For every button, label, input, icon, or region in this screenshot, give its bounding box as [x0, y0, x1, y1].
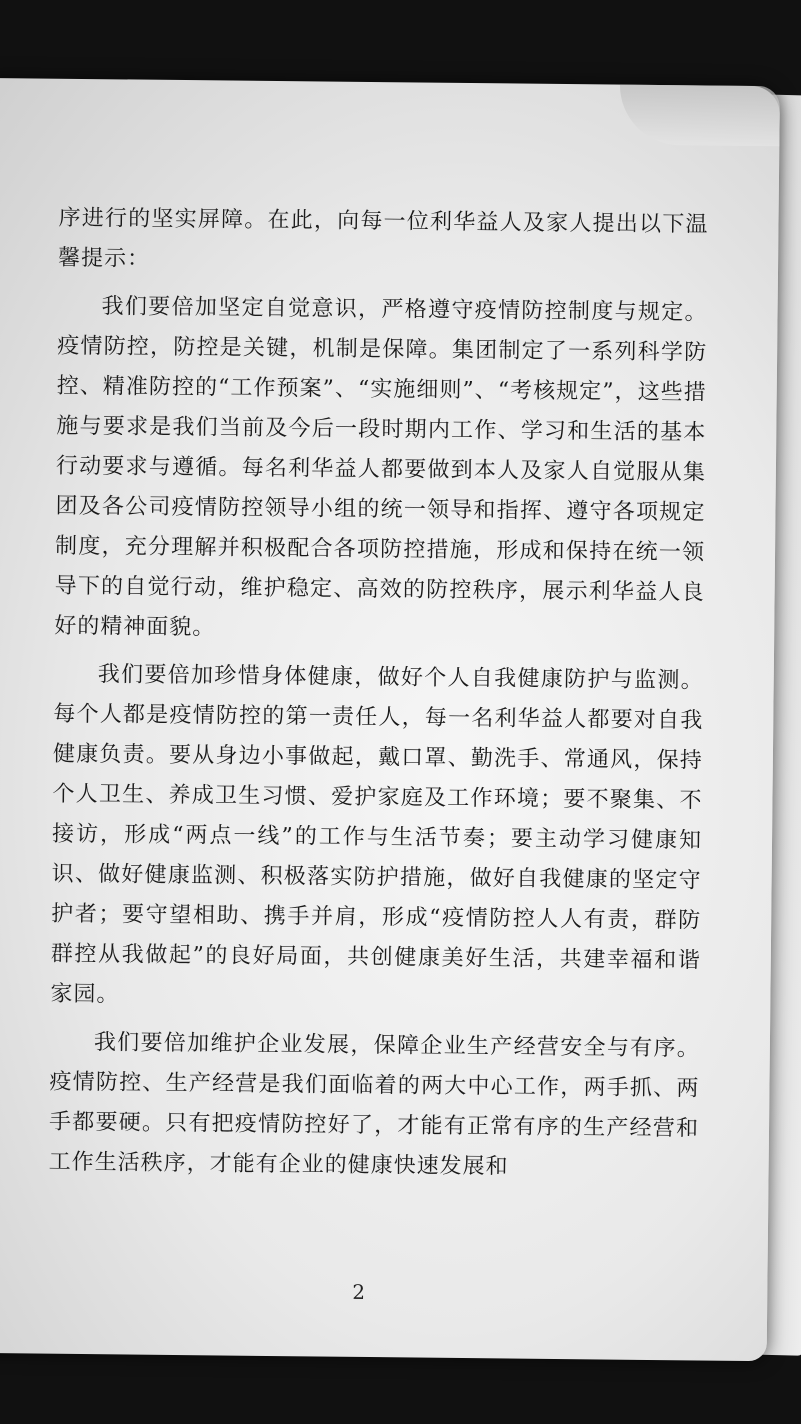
page-number: 2 [352, 1279, 366, 1304]
paragraph-enterprise: 我们要倍加维护企业发展，保障企业生产经营安全与有序。疫情防控、生产经营是我们面临着的两大中心工作，两手抓、两手都要硬。只有把疫情防控好了，才能有正常有序的生产经营和工作生活秩序，才能有企业的健康快速发展和 [48, 1030, 701, 1180]
body-text [48, 199, 708, 1198]
page-curl-shadow [619, 85, 780, 147]
paragraph-discipline: 我们要倍加坚定自觉意识，严格遵守疫情防控制度与规定。疫情防控，防控是关键，机制是保障。集团制定了一系列科学防控、精准防控的“工作预案”、“实施细则”、“考核规定”，这些措施与要求是我们当前及今后一段时期内工作、学习和生活的基本行动要求与遵循。每名利华益人都要做到本人及家人自觉服从集团及各公司疫情防控领导小组的统一领导和指挥、遵守各项规定制度，充分理解并积极配合各项防控措施，形成和保持在统一领导下的自觉行动，维护稳定、高效的防控秩序，展示利华益人良好的精神面貌。 [54, 294, 708, 641]
paragraph-continuation: 序进行的坚实屏障。在此，向每一位利华益人及家人提出以下温馨提示： [57, 205, 709, 272]
document-page [0, 78, 780, 1361]
paragraph-health: 我们要倍加珍惜身体健康，做好个人自我健康防护与监测。每个人都是疫情防控的第一责任人，每一名利华益人都要对自我健康负责。要从身边小事做起，戴口罩、勤洗手、常通风，保持个人卫生、养成卫生习惯、爱护家庭及工作环境；要不聚集、不接访，形成“两点一线”的工作与生活节奏；要主动学习健康知识、做好健康监测、积极落实防护措施，做好自我健康的坚定守护者；要守望相助、携手并肩，形成“疫情防控人人有责，群防群控从我做起”的良好局面，共创健康美好生活，共建幸福和谐家园。 [50, 662, 704, 1008]
